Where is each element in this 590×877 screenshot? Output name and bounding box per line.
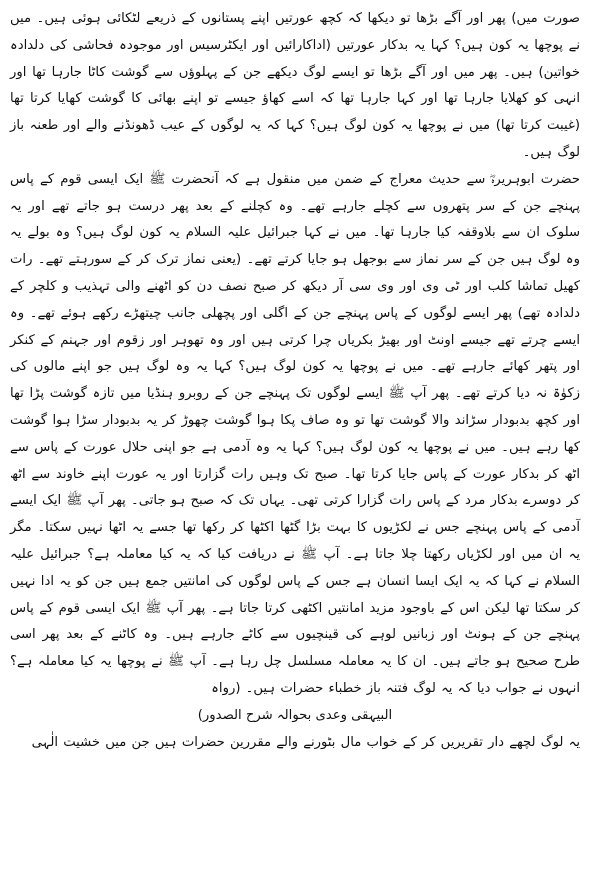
paragraph-1: صورت میں) پھر اور آگے بڑھا تو دیکھا کہ کچھ عورتیں اپنے پستانوں کے ذریعے لٹکائی ہوئی ہیں۔ میں نے پوچھا یہ کون ہیں؟ کہا یہ بدکار عورتیں (اداکارائیں اور ایکٹرسیس اور موجودہ فحاشی کی دلدادہ خواتین) ہیں۔ پھر میں اور آگے بڑھا تو ایسے لوگ دیکھے جن کے پہلوؤں سے گوشت کاٹا جارہا تھا اور انہی کو کھلایا جارہا تھا اور کہا جارہا تھا کہ اسے کھاؤ جیسے تو اپنے بھائی کا گوشت کھایا کرتا تھا (غیبت کرتا تھا) میں نے پوچھا یہ کون لوگ ہیں؟ کہا کہ یہ لوگوں کے عیب ڈھونڈنے والے اور طعنہ باز لوگ ہیں۔ bbox=[10, 11, 580, 160]
citation-line: البیہقی وعدی بحوالہ شرح الصدور) bbox=[197, 707, 393, 723]
paragraph-2: حضرت ابوہریرہؓ سے حدیث معراج کے ضمن میں منقول ہے کہ آنحضرت ﷺ ایک ایسی قوم کے پاس پہنچے جن کے سر پتھروں سے کچلے جارہے تھے۔ وہ کچلنے کے بعد پھر درست ہو جاتے تھے اور یہ سلوک ان سے بلاوقفہ کیا جارہا تھا۔ میں نے کہا جبرائیل علیہ السلام یہ کون لوگ ہیں؟ وہ بولے یہ وہ لوگ ہیں جن کے سر نماز سے بوجھل ہو جایا کرتے تھے۔ (یعنی نماز ترک کر کے سورہتے تھے۔ رات کھیل تماشا کلب اور ٹی وی اور وی سی آر دیکھ کر صبح نصف دن کو اٹھنے والی تہذیب و کلچر کے دلدادہ تھے) پھر ایسے لوگوں کے پاس پہنچے جن کے اگلی اور پچھلی جانب چیتھڑے رکھے ہوئے تھے۔ وہ ایسے چرتے تھے جیسے اونٹ اور بھیڑ بکریاں چرا کرتی ہیں اور وہ تھوہر اور زقوم اور جہنم کے کنکر اور پتھر کھائے جارہے تھے۔ میں نے پوچھا یہ کون لوگ ہیں؟ کہا یہ وہ لوگ ہیں جو اپنے مالوں کی زکوٰۃ نہ دیا کرتے تھے۔ پھر آپ ﷺ ایسے لوگوں تک پہنچے جن کے روبرو ہنڈیا میں تازہ گوشت پڑا تھا اور کچھ بدبودار سڑاند والا گوشت تھا تو وہ صاف پکا ہوا گوشت چھوڑ کر یہ بدبودار سڑا ہوا گوشت کھا رہے ہیں۔ میں نے پوچھا یہ کون لوگ ہیں؟ کہا یہ وہ آدمی ہے جو اپنی حلال عورت کے پاس سے اٹھ کر بدکار عورت کے پاس جایا کرتا تھا۔ صبح تک وہیں رات گزارتا اور یہ عورت اپنے خاوند سے اٹھ کر دوسرے بدکار مرد کے پاس رات گزارا کرتی تھی۔ یہاں تک کہ صبح ہو جاتی۔ پھر آپ ﷺ ایک ایسے آدمی کے پاس پہنچے جس نے لکڑیوں کا بہت بڑا گٹھا اکٹھا کر رکھا تھا جسے یہ اٹھا نہیں سکتا۔ مگر یہ ان میں اور لکڑیاں رکھتا چلا جاتا ہے۔ آپ ﷺ نے دریافت کیا کہ یہ کیا معاملہ ہے؟ جبرائیل علیہ السلام نے کہا کہ یہ ایک ایسا انسان ہے جس کے پاس لوگوں کی امانتیں جمع ہیں جن کو یہ ادا نہیں کر سکتا تھا لیکن اس کے باوجود مزید امانتیں اکٹھی کرتا جاتا ہے۔ پھر آپ ﷺ ایک ایسی قوم کے پاس پہنچے جن کے ہونٹ اور زبانیں لوہے کی قینچیوں سے کاٹے جارہے ہیں۔ وہ کاٹنے کے بعد پھر اسی طرح صحیح ہو جاتے ہیں۔ ان کا یہ معاملہ مسلسل چل رہا ہے۔ آپ ﷺ نے پوچھا یہ کیا معاملہ ہے؟ انہوں نے جواب دیا کہ یہ لوگ فتنہ باز خطباء حضرات ہیں۔ (رواہ bbox=[10, 171, 580, 696]
closing-paragraph: یہ لوگ لچھے دار تقریریں کر کے خواب مال بٹورنے والے مقررین حضرات ہیں جن میں خشیت الٰہی bbox=[31, 734, 580, 750]
